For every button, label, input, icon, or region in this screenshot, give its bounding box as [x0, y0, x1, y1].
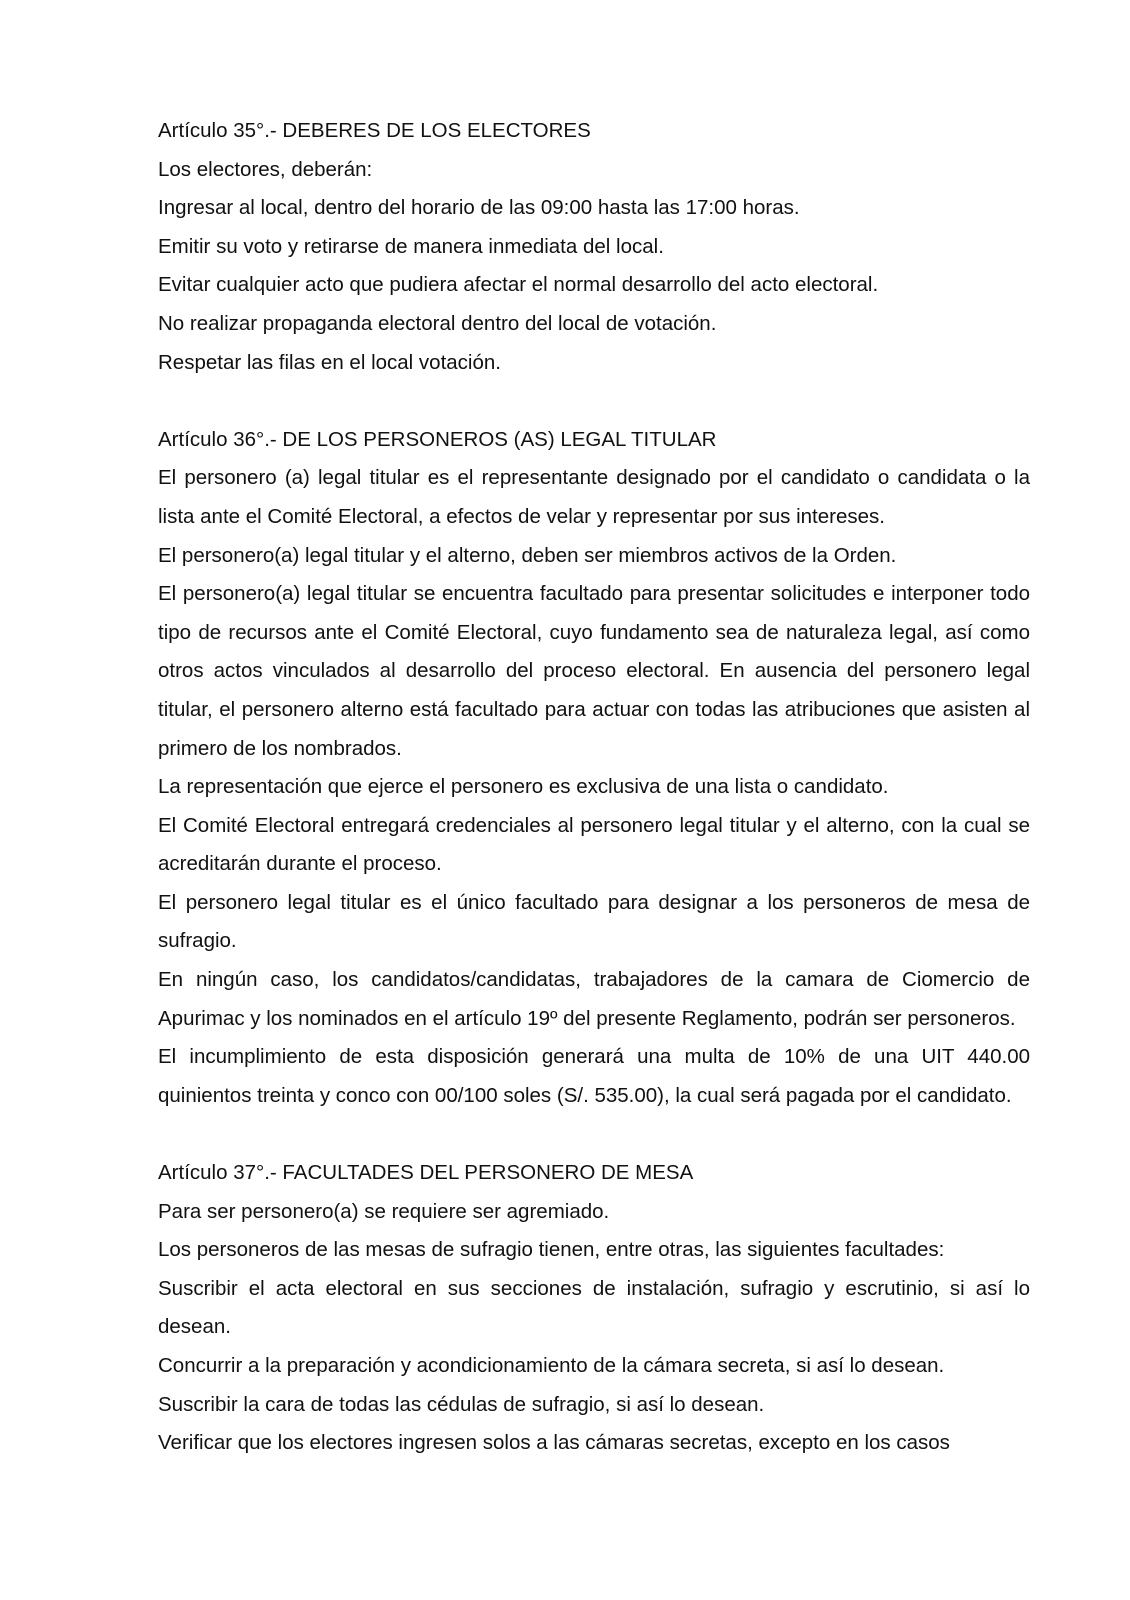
- paragraph: El personero legal titular es el único facultado para designar a los personeros de mesa de sufragio.: [158, 890, 1030, 953]
- paragraph: No realizar propaganda electoral dentro del local de votación.: [158, 311, 717, 335]
- paragraph: Ingresar al local, dentro del horario de las 09:00 hasta las 17:00 horas.: [158, 196, 800, 220]
- article-heading: Artículo 37°.- FACULTADES DEL PERSONERO DE MESA: [158, 1161, 694, 1185]
- paragraph: Concurrir a la preparación y acondicionamiento de la cámara secreta, si así lo desean.: [158, 1354, 945, 1377]
- article-35: [158, 112, 1030, 382]
- paragraph: En ningún caso, los candidatos/candidatas, trabajadores de la camara de Ciomercio de Apurimac y los nominados en el artículo 19º del presente Reglamento, podrán ser personeros.: [158, 968, 1030, 1030]
- article-36: [158, 421, 1030, 1116]
- paragraph: Para ser personero(a) se requiere ser agremiado.: [158, 1199, 610, 1223]
- article-heading: Artículo 35°.- DEBERES DE LOS ELECTORES: [158, 119, 591, 142]
- paragraph: Los personeros de las mesas de sufragio tienen, entre otras, las siguientes facultades:: [158, 1238, 945, 1262]
- paragraph: Verificar que los electores ingresen solos a las cámaras secretas, excepto en los casos: [158, 1431, 950, 1455]
- paragraph: Suscribir la cara de todas las cédulas de sufragio, si así lo desean.: [158, 1392, 765, 1416]
- paragraph: La representación que ejerce el personero es exclusiva de una lista o candidato.: [158, 775, 889, 799]
- article-37: [158, 1154, 1030, 1463]
- paragraph: Los electores, deberán:: [158, 157, 373, 181]
- paragraph: Evitar cualquier acto que pudiera afectar el normal desarrollo del acto electoral.: [158, 273, 879, 297]
- paragraph: El personero(a) legal titular se encuentra facultado para presentar solicitudes e interponer todo tipo de recursos ante el Comité Electoral, cuyo fundamento sea de naturaleza legal, así como otros actos vinculados al desarrollo del proceso electoral. En ausencia del personero legal titular, el personero alterno está facultado para actuar con todas las atribuciones que asisten al primero de los nombrados.: [158, 582, 1030, 760]
- paragraph: El personero (a) legal titular es el representante designado por el candidato o candidata o la lista ante el Comité Electoral, a efectos de velar y representar por sus intereses.: [158, 466, 1030, 528]
- document-body: [158, 112, 1030, 1501]
- paragraph: El Comité Electoral entregará credenciales al personero legal titular y el alterno, con la cual se acreditarán durante el proceso.: [158, 813, 1030, 876]
- paragraph: Suscribir el acta electoral en sus secciones de instalación, sufragio y escrutinio, si así lo desean.: [158, 1276, 1030, 1339]
- paragraph: Emitir su voto y retirarse de manera inmediata del local.: [158, 234, 664, 258]
- paragraph: El personero(a) legal titular y el alterno, deben ser miembros activos de la Orden.: [158, 543, 897, 567]
- paragraph: El incumplimiento de esta disposición generará una multa de 10% de una UIT 440.00 quinientos treinta y conco con 00/100 soles (S/. 535.00), la cual será pagada por el candidato.: [158, 1045, 1030, 1107]
- article-heading: Artículo 36°.- DE LOS PERSONEROS (AS) LEGAL TITULAR: [158, 427, 717, 451]
- paragraph: Respetar las filas en el local votación.: [158, 350, 501, 374]
